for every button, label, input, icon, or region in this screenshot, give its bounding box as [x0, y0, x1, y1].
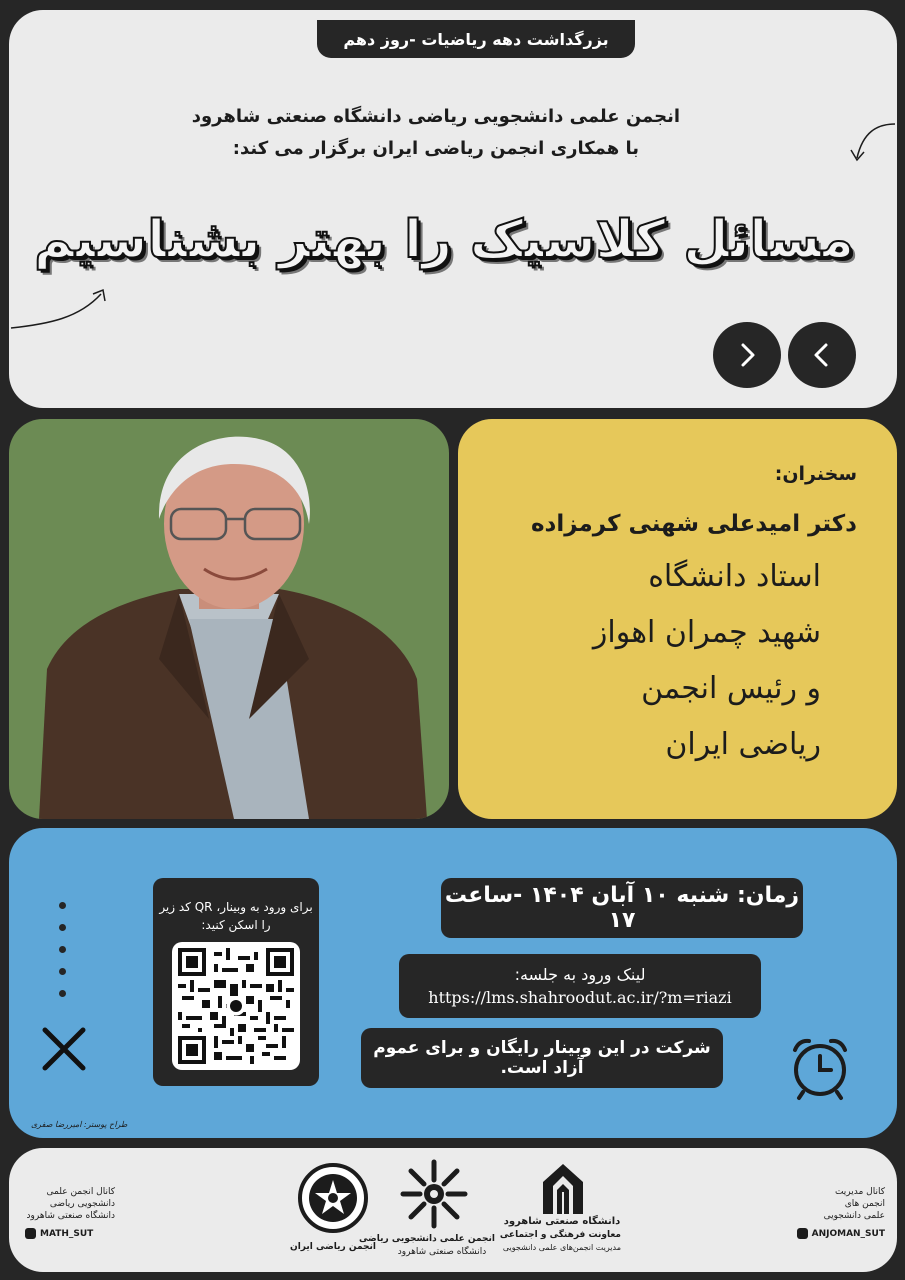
iranian-math-society-logo [297, 1162, 369, 1234]
speaker-role-line: شهید چمران اهواز [592, 615, 821, 650]
curved-arrow-icon [837, 118, 897, 170]
event-badge: بزرگداشت دهه ریاضیات -روز دهم [317, 20, 635, 58]
right-channel-text: کانال مدیریت انجمن های علمی دانشجویی [823, 1187, 885, 1221]
speaker-name: دکتر امیدعلی شهنی کرمزاده [530, 511, 857, 537]
date-time-label: زمان: شنبه ۱۰ آبان ۱۴۰۴ -ساعت ۱۷ [441, 878, 803, 938]
left-channel-handle[interactable]: MATH_SUT [25, 1228, 93, 1239]
curved-arrow-icon [9, 284, 119, 334]
alarm-clock-icon [785, 1032, 855, 1102]
logo-subcaption: مدیریت انجمن‌های علمی دانشجویی [502, 1243, 621, 1252]
student-association-logo [399, 1156, 469, 1230]
logo-caption: دانشگاه صنعتی شاهرود [503, 1216, 621, 1227]
left-channel-text: کانال انجمن علمی دانشجویی ریاضی دانشگاه صنعتی شاهرود [26, 1187, 115, 1221]
session-link-label: لینک ورود به جلسه: [514, 965, 646, 984]
previous-button[interactable] [788, 322, 856, 388]
speaker-role-line: و رئیس انجمن [641, 671, 821, 706]
collaboration-line: با همکاری انجمن ریاضی ایران برگزار می کند: [232, 138, 639, 159]
free-access-note: شرکت در این وبینار رایگان و برای عموم آزاد است. [361, 1028, 723, 1088]
speaker-role-line: استاد دانشگاه [648, 559, 821, 594]
footer-panel [9, 1148, 897, 1272]
telegram-icon [797, 1228, 808, 1239]
speaker-label: سخنران: [774, 463, 857, 485]
qr-card [153, 878, 319, 1086]
logo-caption: انجمن علمی دانشجویی ریاضی [358, 1234, 495, 1244]
session-link-url[interactable]: https://lms.shahroodut.ac.ir/?m=riazi [428, 988, 732, 1007]
session-link-card[interactable] [399, 954, 761, 1018]
qr-code[interactable] [172, 942, 300, 1070]
qr-instructions: برای ورود به وبینار، QR کد زیر را اسکن کنید: [159, 900, 313, 932]
menu-dot [59, 946, 66, 953]
shahrood-university-logo [539, 1160, 587, 1216]
header-panel [9, 10, 897, 408]
chevron-right-icon [732, 340, 762, 370]
organizer-line: انجمن علمی دانشجویی ریاضی دانشگاه صنعتی شاهرود [191, 106, 680, 127]
close-icon[interactable] [39, 1024, 89, 1074]
menu-dot [59, 902, 66, 909]
event-title: مسائل کلاسیک را بهتر بشناسیم [34, 210, 854, 270]
speaker-photo [9, 419, 449, 819]
logo-caption: انجمن ریاضی ایران [290, 1242, 376, 1252]
telegram-icon [25, 1228, 36, 1239]
qr-code-image [178, 948, 294, 1064]
event-info-panel [9, 828, 897, 1138]
chevron-left-icon [807, 340, 837, 370]
designer-credit: طراح پوستر: امیررضا صفری [31, 1120, 128, 1129]
speaker-role-line: ریاضی ایران [665, 727, 821, 762]
logo-subcaption: دانشگاه صنعتی شاهرود [397, 1247, 487, 1257]
menu-dot [59, 968, 66, 975]
speaker-portrait-image [9, 419, 449, 819]
menu-dot [59, 924, 66, 931]
right-channel-handle[interactable]: ANJOMAN_SUT [797, 1228, 885, 1239]
next-button[interactable] [713, 322, 781, 388]
speaker-panel [458, 419, 897, 819]
logo-subcaption: معاونت فرهنگی و اجتماعی [499, 1230, 621, 1240]
menu-dot [59, 990, 66, 997]
